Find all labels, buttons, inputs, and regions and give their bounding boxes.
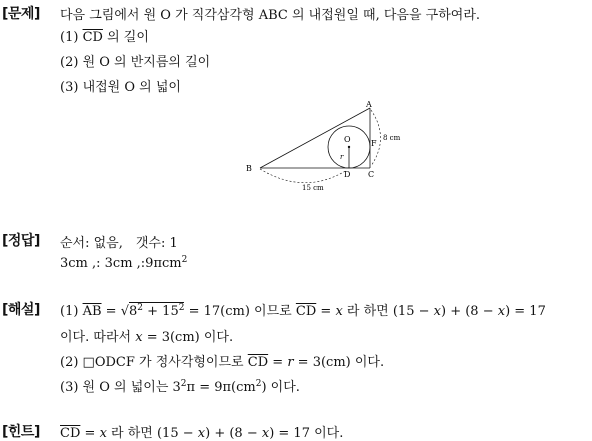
- point-a: A: [366, 100, 372, 109]
- item-text: 의 길이: [107, 30, 149, 45]
- problem-label: [문제]: [2, 6, 40, 22]
- segment-cd: $\overline{CD}$: [82, 30, 103, 45]
- segment-cd: $\overline{CD}$: [295, 304, 317, 319]
- sqrt-symbol: √: [120, 304, 129, 319]
- solution-label: [해설]: [2, 302, 40, 318]
- bottom-length: 15 cm: [302, 184, 324, 192]
- answer-line-1: 순서: 없음, 갯수: 1: [60, 236, 178, 251]
- right-length: 8 cm: [383, 134, 401, 142]
- center-point: [348, 146, 350, 148]
- point-o: O: [344, 135, 351, 144]
- answer-label: [정답]: [2, 233, 40, 249]
- answer-line-2: 3cm ,: 3cm ,:9πcm$^2$: [60, 255, 188, 271]
- item-num: (2): [60, 55, 79, 70]
- solution-line-2: 이다. 따라서 x = 3(cm) 이다.: [60, 330, 234, 345]
- bottom-dimension-arc: [260, 169, 347, 183]
- problem-item-3: [60, 76, 181, 95]
- item-num: (3): [60, 80, 79, 95]
- hint-line: $\overline{CD} = x$ 라 하면 (15 − x) + (8 − x) = 17 이다.: [60, 426, 344, 441]
- item-text: 내접원 O 의 넓이: [82, 80, 181, 95]
- item-num: (1): [60, 30, 79, 45]
- side-ab: [260, 108, 370, 168]
- point-b: B: [246, 164, 252, 173]
- item-text: 원 O 의 반지름의 길이: [82, 55, 211, 70]
- sqrt-body: $8^2 + 15^2$: [129, 303, 185, 319]
- segment-cd: $\overline{CD}$: [60, 426, 81, 441]
- hint-label: [힌트]: [2, 424, 40, 440]
- segment-cd: $\overline{CD}$: [247, 355, 269, 370]
- problem-item-2: [60, 51, 210, 70]
- solution-line-1: (1) $\overline{AB} = √8^2 + 15^2 = 17(cm)$ 이므로 $\overline{CD} = x$ 라 하면 (15 − x) + (8 − x) = 17: [60, 303, 546, 319]
- solution-line-4: (3) 원 O 의 넓이는 $3^2\pi = 9\pi(cm^2)$ 이다.: [60, 379, 300, 395]
- point-c: C: [368, 170, 375, 179]
- right-dimension-arc: [371, 110, 381, 166]
- point-d: D: [344, 170, 351, 179]
- radius-label: r: [340, 153, 344, 161]
- solution-line-3: (2) □ODCF 가 정사각형이므로 $\overline{CD} = r = 3(cm)$ 이다.: [60, 355, 385, 370]
- problem-text: 다음 그림에서 원 O 가 직각삼각형 ABC 의 내접원일 때, 다음을 구하여라.: [60, 8, 481, 23]
- point-f: F: [371, 139, 377, 148]
- problem-item-1: [60, 26, 149, 45]
- segment-ab: $\overline{AB}$: [82, 304, 102, 319]
- triangle-figure: [240, 98, 410, 198]
